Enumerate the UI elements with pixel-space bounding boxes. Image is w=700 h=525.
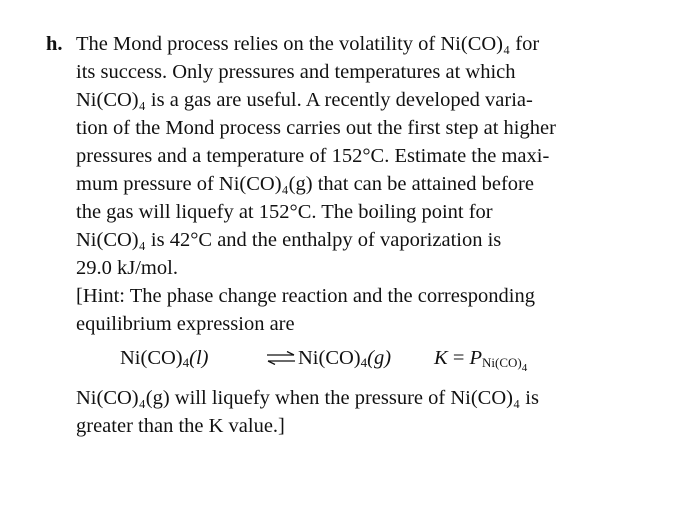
- body-line-3: Ni(CO)₄ is a gas are useful. A recently developed varia-: [76, 89, 533, 111]
- reactant-formula: Ni(CO): [120, 347, 183, 369]
- reactant-subscript: 4: [182, 355, 190, 370]
- closing-line-2: greater than the K value.]: [76, 415, 285, 437]
- equation-product: [298, 338, 391, 378]
- body-line-1: The Mond process relies on the volatility of Ni(CO)₄ for: [76, 33, 540, 55]
- body-line-8: Ni(CO)₄ is 42°C and the enthalpy of vaporization is: [76, 229, 502, 251]
- pressure-subscript: [482, 355, 528, 374]
- body-line-7: the gas will liquefy at 152°C. The boiling point for: [76, 201, 493, 223]
- problem-label: h.: [46, 33, 63, 55]
- pressure-subscript-formula: Ni(CO): [482, 355, 522, 370]
- equilibrium-equation: [76, 338, 646, 378]
- equation-reactant: [120, 338, 209, 378]
- product-phase: (g): [367, 347, 392, 369]
- equilibrium-expression: [434, 338, 527, 378]
- equals-sign: =: [452, 347, 465, 369]
- product-formula: Ni(CO): [298, 347, 361, 369]
- closing-line-1: Ni(CO)₄(g) will liquefy when the pressure of Ni(CO)₄ is: [76, 387, 539, 409]
- body-line-2: its success. Only pressures and temperatures at which: [76, 61, 516, 83]
- hint-line-1: [Hint: The phase change reaction and the corresponding: [76, 285, 535, 307]
- body-line-6: mum pressure of Ni(CO)₄(g) that can be attained before: [76, 173, 534, 195]
- reactant-phase: (l): [189, 347, 209, 369]
- k-symbol: K: [434, 347, 448, 369]
- equilibrium-arrow-icon: [266, 351, 296, 365]
- body-line-4: tion of the Mond process carries out the first step at higher: [76, 117, 556, 139]
- body-line-9: 29.0 kJ/mol.: [76, 257, 178, 279]
- pressure-subscript-number: 4: [521, 362, 528, 374]
- problem-body: [76, 30, 646, 440]
- body-line-5: pressures and a temperature of 152°C. Estimate the maxi-: [76, 145, 550, 167]
- product-subscript: 4: [360, 355, 368, 370]
- pressure-symbol: P: [469, 347, 483, 369]
- hint-line-2: equilibrium expression are: [76, 313, 295, 335]
